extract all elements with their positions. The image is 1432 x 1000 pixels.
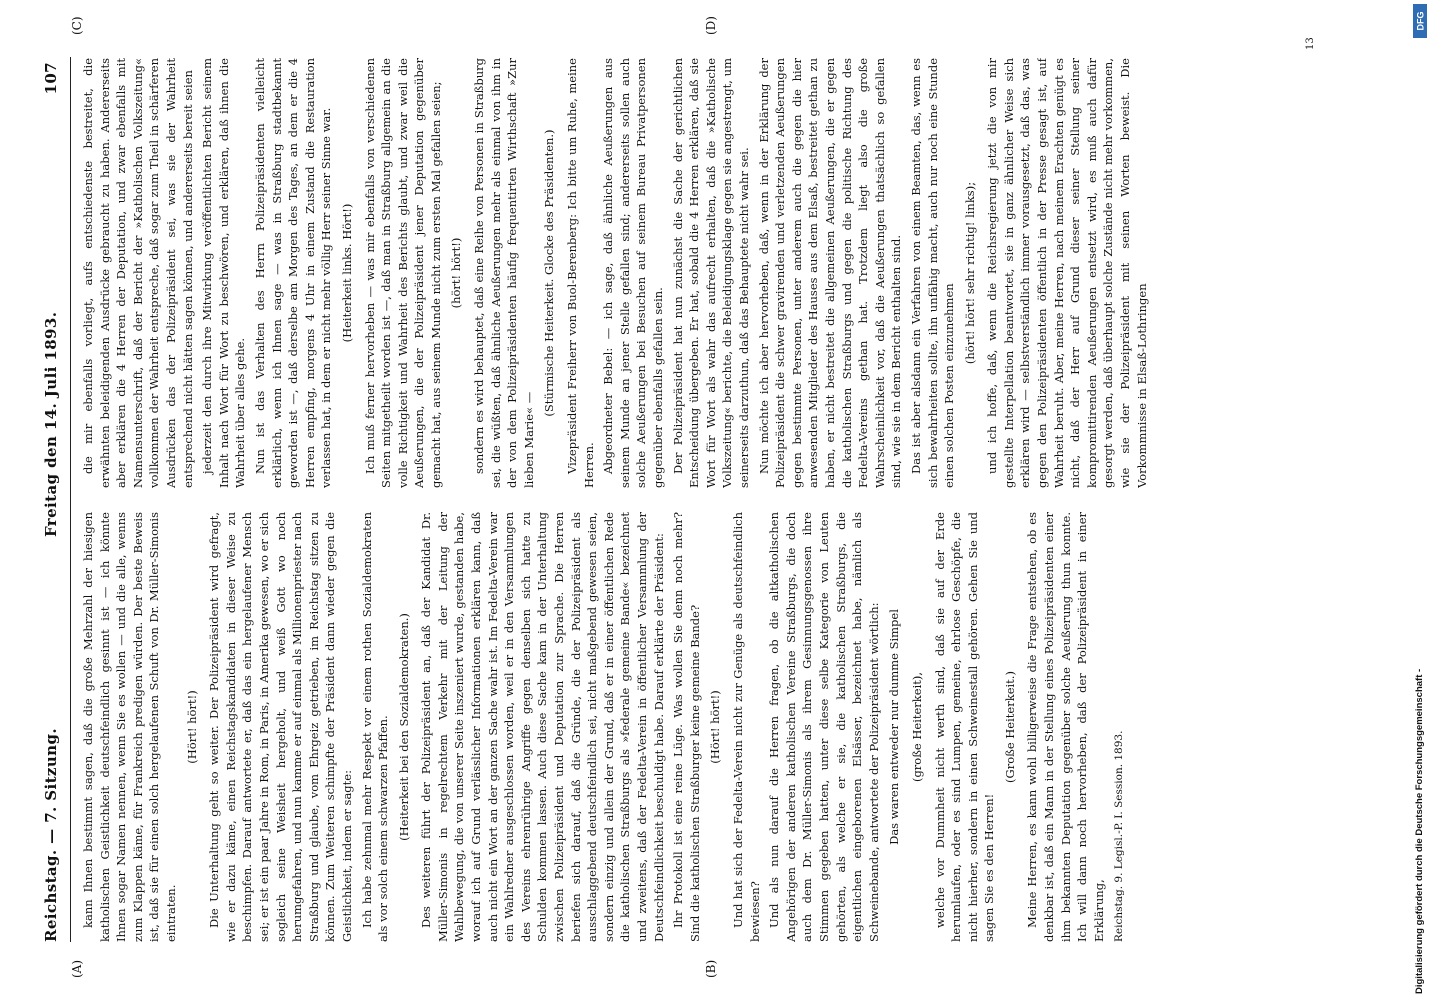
paragraph: die mir ebenfalls vorliegt, aufs entschiedenste bestreitet, die erwähnten beleidigenden Ausdrücke gebraucht zu haben. Andererseits aber erklären die 4 Herren der Deputation, und zwar ebenfalls mit Namensunterschrift, daß der Bericht der »Katholischen Volkszeitung« vollkommen der Wahrheit entspreche, daß sogar zum Theil in schärferen Ausdrücken das der Polizeipräsident sei, was sie der Wahrheit entsprechend nicht hätten sagen können, und andererseits bereit seien: [81, 58, 195, 488]
credit-text: Digitalisierung gefördert durch die Deutsche Forschungsgemeinschaft -: [1414, 668, 1425, 994]
paragraph: Die Unterhaltung geht so weiter. Der Polizeipräsident wird gefragt, wie er dazu käme, einen Reichstagskandidaten in dieser Weise zu beschimpfen. Darauf antwortete er, daß das ein hergelaufener Mensch sei; er ist ein paar Jahre in Rom, in Paris, in Amerika gewesen, wo er sich sogleich seine Weisheit hergeholt, und weiß Gott wo noch herumgefahren, und nun kamme er auf einmal als Millionenpriester nach Straßburg und glaube, vom Ehrgeiz getrieben, im Reichstag sitzen zu können. Zum Weiteren schimpfte der Präsident dann wieder gegen die Geistlichkeit, indem er sagte:: [207, 512, 354, 942]
running-header: [36, 62, 66, 942]
interjection: (Heiterkeit links. Hört!): [339, 203, 354, 343]
paragraph: sondern es wird behauptet, daß eine Reihe von Personen in Straßburg sei, die wüßten, daß ähnliche Aeußerungen mehr als einmal von ihm in der von dem Polizeipräsidenten häufig frequentirten Wirthschaft »Zur lieben Marie« —: [472, 58, 536, 488]
interjection: (hört! hört! sehr richtig! links);: [962, 181, 977, 365]
paragraph: Nun möchte ich aber hervorheben, daß, wenn in der Erklärung der Polizeipräsident die schwer gravirenden und verletzenden Aeußerungen gegen bestimmte Personen, unter anderem auch die gegen die hier anwesenden Mitglieder des Hauses aus dem Elsaß, bestreitet gethan zu haben, er nicht bestreitet die allgemeinen Aeußerungen, die er gegen die katholischen Straßburgs und gegen die politische Richtung des Fedelta-Vereins gethan hat. Trotzdem liegt also die große Wahrscheinlichkeit vor, daß die Aeußerungen thatsächlich so gefallen sind, wie sie in dem Bericht enthalten sind.: [756, 58, 904, 488]
interjection: (Große Heiterkeit.): [1002, 671, 1017, 783]
interjection: (Hört! hört!): [184, 690, 199, 764]
paragraph: Der Polizeipräsident hat nun zunächst die Sache der gerichtlichen Entscheidung übergeben. Er hat, sobald die 4 Herren erklären, daß sie Wort für Wort als wahr das aufrecht erhalten, daß die »Katholische Volkszeitung« berichte, die Beleidigungsklage gegen sie angestrengt, um seinerseits darzuthun, daß das Behauptete nicht wahr sei.: [670, 58, 751, 488]
paragraph: Meine Herren, es kann wohl billigerweise die Frage entstehen, ob es denkbar ist, daß ein Mann in der Stellung eines Polizeipräsidenten einer ihm bekannten Deputation gegenüber solche Aeußerung thun konnte. Ich will dann noch hervorheben, daß der Polizeipräsident in einer Erklärung,: [1025, 512, 1106, 942]
margin-marker-d: (D): [704, 16, 718, 35]
quotation: Das waren entweder nur dumme Simpel: [887, 609, 902, 845]
quotation: welche vor Dummheit nicht werth sind, daß sie auf der Erde herumlaufen, oder es sind Lumpen, gemeine, ehrlose Geschöpfe, die nicht hierher, sondern in einen Schweinestall gehören. Gehen Sie und sagen Sie es den Herren!: [932, 512, 997, 942]
dfg-logo: DFG: [1413, 4, 1427, 38]
margin-marker-c: (C): [70, 16, 84, 35]
paragraph: Des weiteren führt der Polizeipräsident an, daß der Kandidat Dr. Müller-Simonis in regelrechtem Verkehr mit der Leitung der Wahlbewegung, die von unserer Seite inszeniert wurde, gestanden habe, worauf ich auf Grund verlässlicher Informationen erklären kann, daß auch nicht ein Wort an der ganzen Sache wahr ist. Im Fedelta-Verein war ein Wahlredner ausgeschlossen worden, weil er in den Versammlungen des Vereins ehrenrührige Angriffe gegen denselben sich hatte zu Schulden kommen lassen. Auch diese Sache kam in der Unterhaltung zwischen Polizeipräsident und Deputation zur Sprache. Die Herren beriefen sich darauf, daß die Gründe, die der Polizeipräsident als ausschlaggebend deutschfeindlich sei, nicht maßgebend gewesen seien, sondern einzig und allein der Grund, daß er in einer öffentlichen Rede die katholischen Straßburgs als »federale gemeine Bande« bezeichnet und zweitens, daß der Fedelta-Verein in öffentlicher Versammlung der Deutschfeindlichkeit beschuldigt habe. Darauf erklärte der Präsident:: [419, 512, 666, 942]
margin-marker-a: (A): [70, 959, 84, 978]
quotation: Und hat sich der Fedelta-Verein nicht zur Genüge als deutschfeindlich bewiesen?: [730, 512, 762, 942]
digitization-credit: [1408, 0, 1432, 1000]
quotation: Ihr Protokoll ist eine reine Lüge. Was wollen Sie denn noch mehr? Sind die katholischen Straßburger keine gemeine Bande?: [671, 512, 702, 942]
sheet-number: 13: [1305, 37, 1316, 50]
paragraph: Nun ist das Verhalten des Herrn Polizeipräsidenten vielleicht erklärlich, wenn ich Ihnen sage — was in Straßburg stadtbekannt geworden ist —, daß derselbe am Morgen des Tages, an dem er die 4 Herren empfing, morgens 4 Uhr in einem Zustand die Restauration verlassen hat, in dem er nicht mehr völlig Herr seiner Sinne war.: [252, 58, 334, 488]
speaker-paragraph: Vizepräsident Freiherr von Buol-Berenberg: Ich bitte um Ruhe, meine Herren.: [565, 58, 596, 488]
header-date: Freitag den 14. Juli 1893.: [42, 311, 60, 537]
quotation: jederzeit den durch ihre Mitwirkung veröffentlichten Bericht seinem Inhalt nach Wort für Wort zu beschwören, und erklären, daß ihnen die Wahrheit über alles gehe.: [200, 58, 248, 488]
paragraph: Das ist aber alsdann ein Verfahren von einem Beamten, das, wenn es sich bewahrheiten sollte, ihn unfähig macht, auch nur noch eine Stunde einen solchen Posten einzunehmen: [908, 58, 957, 488]
paragraph: Und als nun darauf die Herren fragen, ob die altkatholischen Angehörigen der anderen katholischen Vereine Straßburgs, die doch auch dem Dr. Müller-Simonis als ihrem Gesinnungsgenossen ihre Stimmen gegeben hatten, unter diese selbe Kategorie von Leuten gehörten, als welche er sie, die katholischen Straßburgs, die eigentlichen eingeborenen Elsässer, bezeichnet habe, nämlich als Schweinebande, antwortete der Polizeipräsident wörtlich:: [767, 512, 881, 942]
paragraph: kann Ihnen bestimmt sagen, daß die große Mehrzahl der hiesigen katholischen Geistlichkeit deutschfeindlich gesinnt ist — ich könnte Ihnen sogar Namen nennen, wenn Sie es wollen — und die alle, wenns zum Klappen käme, für Frankreich predigen würden. Der beste Beweis ist, daß sie für einen solch hergelaufenen Schuft von Dr. Müller-Simonis eintraten.: [81, 512, 178, 942]
interjection: (hört! hört!): [449, 237, 464, 309]
header-rule: [70, 57, 71, 942]
page-number: 107: [42, 62, 60, 95]
signature-line: Reichstag. 9. Legisl.-P. I. Session. 1893.: [1113, 730, 1126, 942]
right-column: [80, 58, 1320, 488]
paragraph: Ich muß ferner hervorheben — was mir ebenfalls von verschiedenen Seiten mitgetheilt worden ist —, daß man in Straßburg allgemein an die volle Richtigkeit und Wahrheit des Berichts glaubt, und zwar weil die Aeußerungen, die der Polizeipräsident jener Deputation gegenüber gemacht hat, aus seinem Munde nicht zum ersten Mal gefallen seien;: [362, 58, 443, 488]
header-left: Reichstag. — 7. Sitzung.: [42, 728, 60, 942]
left-column: [80, 512, 1320, 942]
interjection: (Heiterkeit bei den Sozialdemokraten.): [396, 613, 411, 841]
paragraph: und ich hoffe, daß, wenn die Reichsregierung jetzt die von mir gestellte Interpellation beantwortet, sie in ganz ähnlicher Weise sich erklären wird — selbstverständlich immer vorausgesetzt, daß das, was gegen den Polizeipräsidenten öffentlich in der Presse gesagt ist, auf Wahrheit beruht. Aber, meine Herren, nach meinem Erachten genügt es nicht, daß der Herr auf Grund dieser seiner Stellung seiner kompromittirenden Aeußerungen entsetzt wird, es muß auch dafür gesorgt werden, daß überhaupt solche Zustände nicht mehr vorkommen, wie sie der Polizeipräsident mit seinen Worten beweist. Die Vorkommnisse in Elsaß-Lothringen: [985, 58, 1149, 488]
margin-marker-b: (B): [704, 959, 718, 978]
interjection: (große Heiterkeit),: [909, 671, 924, 783]
interjection: (Stürmische Heiterkeit. Glocke des Präsidenten.): [542, 129, 557, 417]
speaker-paragraph: Abgeordneter Bebel: — ich sage, daß ähnliche Aeußerungen aus seinem Munde an jener Stelle gefallen sind; andererseits sollen auch solche Aeußerungen bei Besuchen auf seinem Bureau Privatpersonen gegenüber ebenfalls gefallen sein.: [601, 58, 665, 488]
interjection: (Hört! hört!): [708, 690, 723, 764]
quotation: Ich habe zehnmal mehr Respekt vor einem rothen Sozialdemokraten als vor solch einem schwarzen Pfaffen.: [359, 512, 391, 942]
